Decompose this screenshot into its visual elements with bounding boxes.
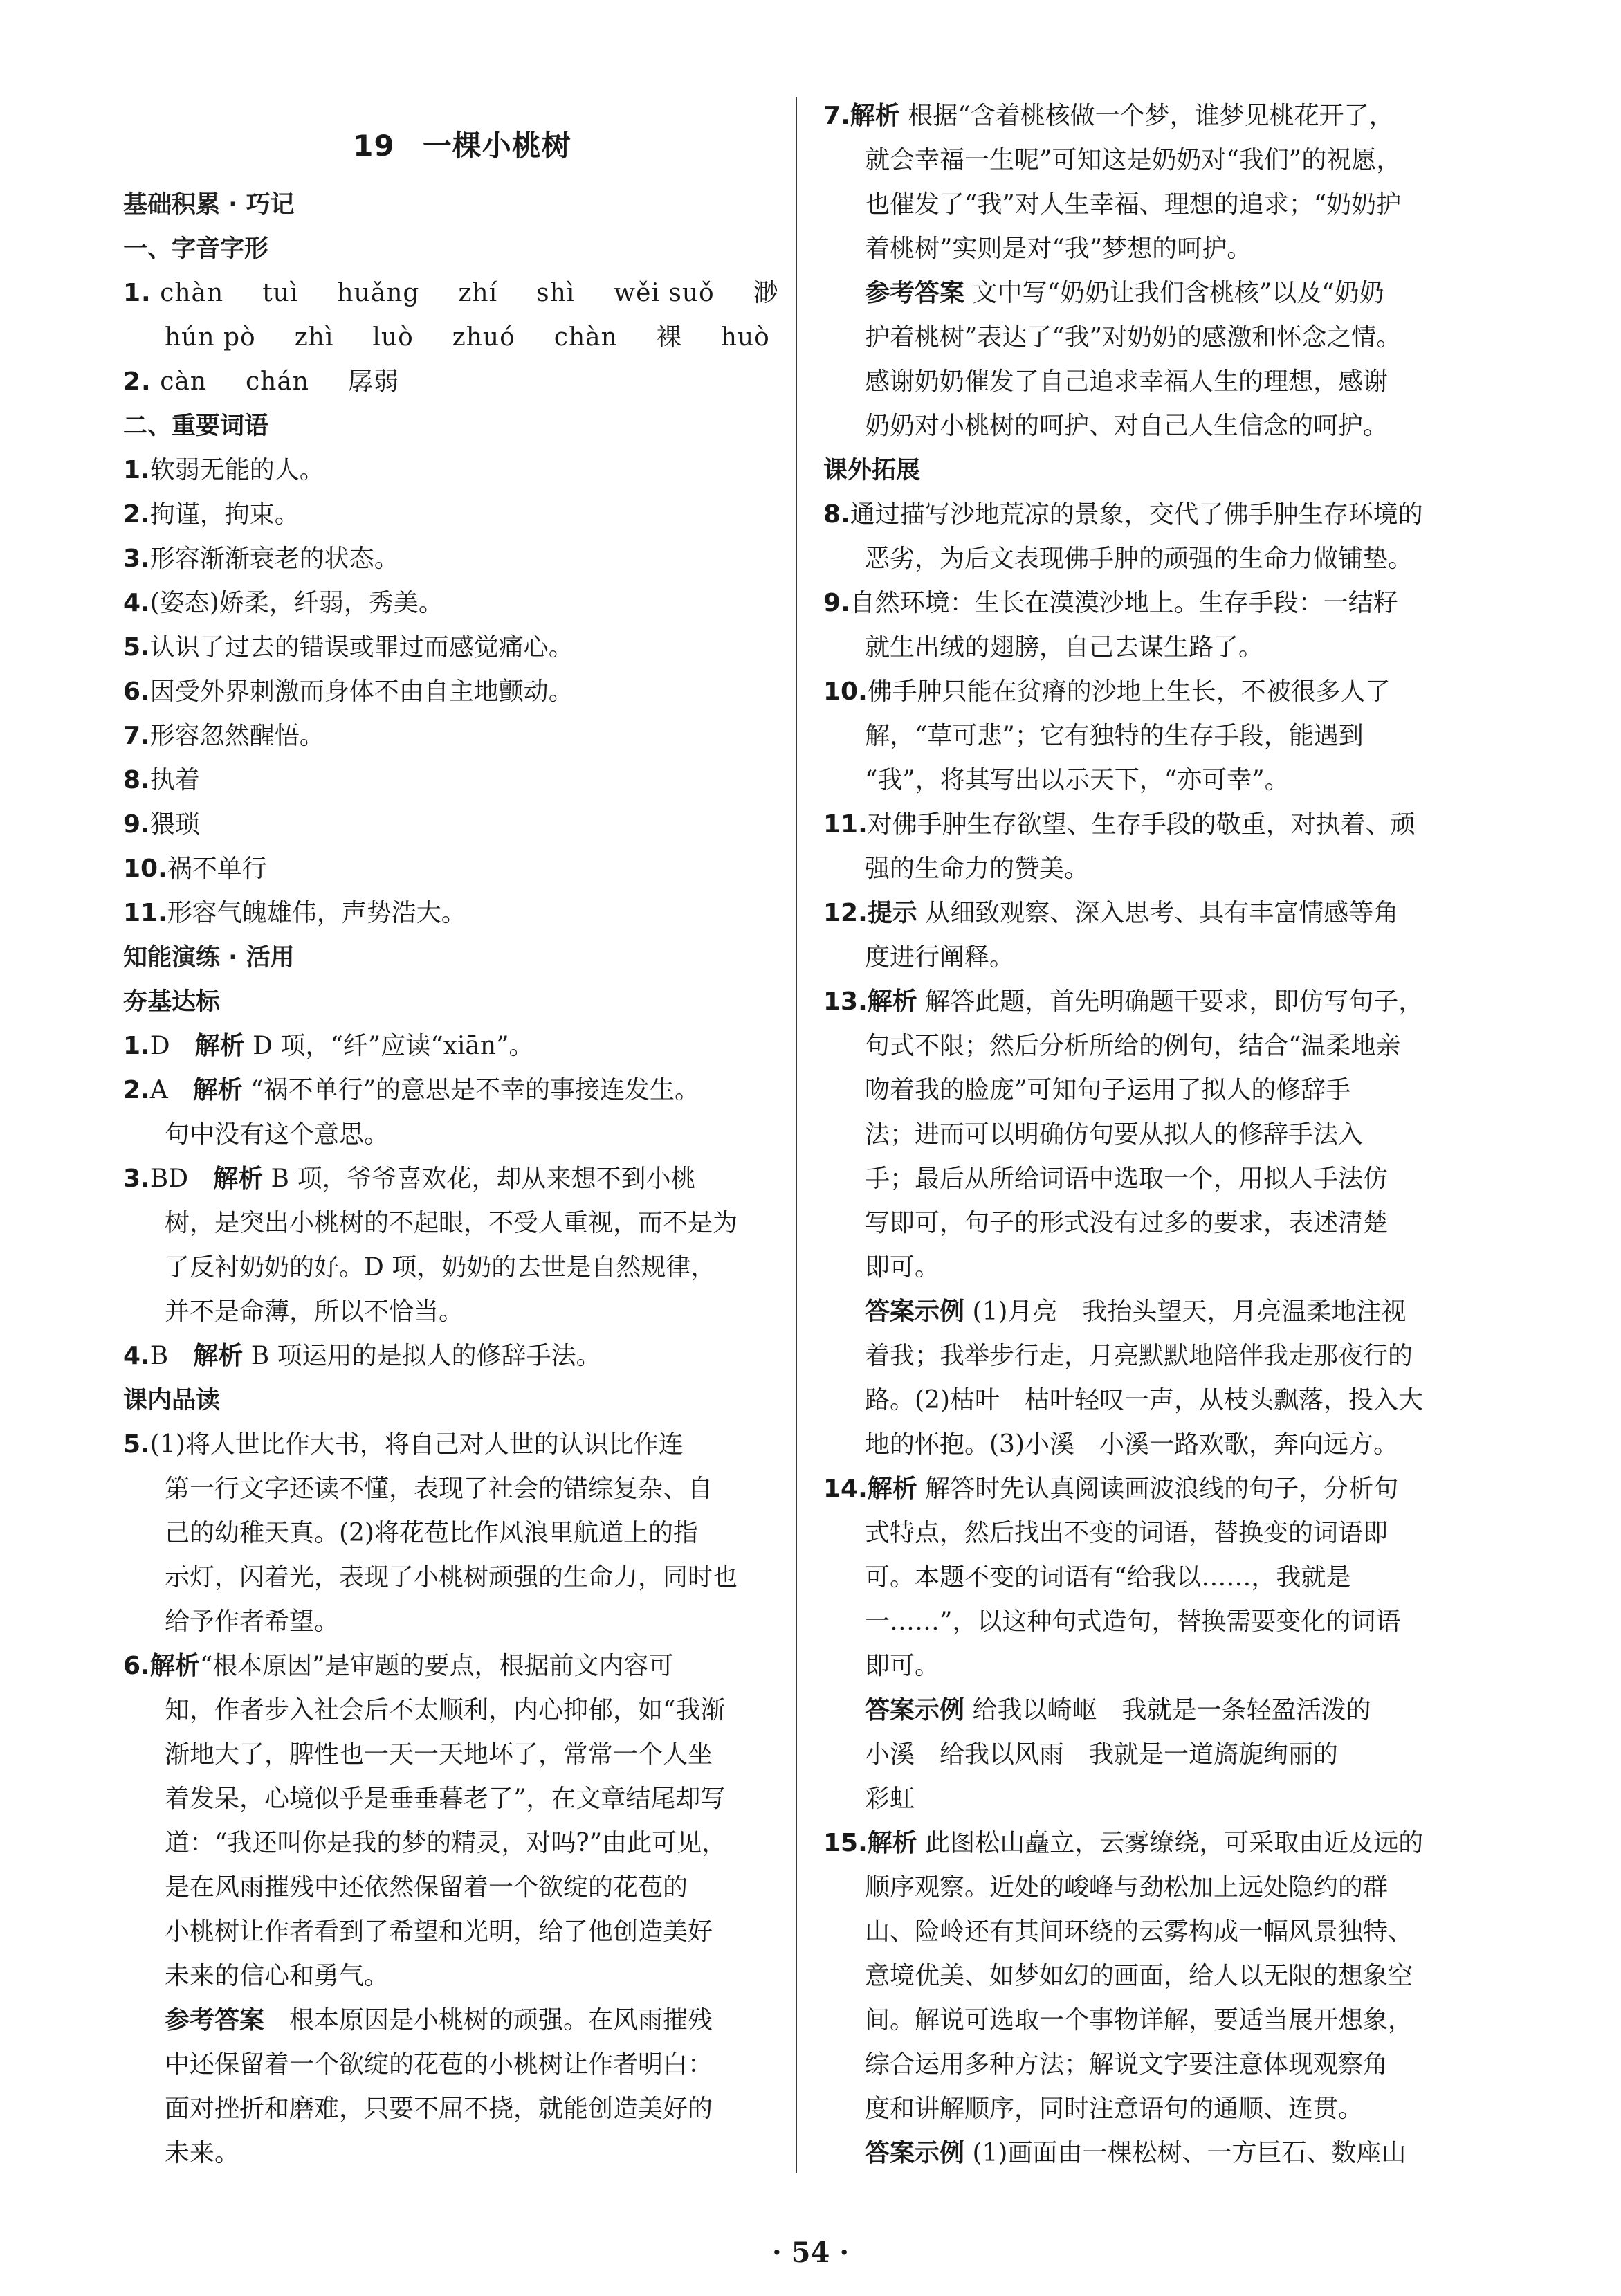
answer-line: 给予作者希望。 bbox=[165, 1607, 340, 1636]
answer-line: 小桃树让作者看到了希望和光明，给了他创造美好 bbox=[165, 1917, 713, 1946]
page-number: · 54 · bbox=[771, 2236, 850, 2269]
answer-item: 12.提示 从细致观察、深入思考、具有丰富情感等角 bbox=[823, 899, 1399, 927]
answer-line: 就会幸福一生呢”可知这是奶奶对“我们”的祝愿， bbox=[865, 146, 1402, 174]
reference-answer: 参考答案 文中写“奶奶让我们含桃核”以及“奶奶 bbox=[865, 279, 1384, 307]
sample-answer: 答案示例 给我以崎岖 我就是一条轻盈活泼的 bbox=[865, 1696, 1371, 1724]
list-item: 3.形容渐渐衰老的状态。 bbox=[123, 545, 399, 573]
pinyin-row: 1. chàn tuì huǎng zhí shì wěi suǒ 渺 bbox=[123, 279, 779, 307]
answer-item: 7.解析 根据“含着桃核做一个梦，谁梦见桃花开了， bbox=[823, 102, 1394, 130]
answer-line: 着桃树”实则是对“我”梦想的呵护。 bbox=[865, 235, 1252, 263]
answer-item: 4.B 解析 B 项运用的是拟人的修辞手法。 bbox=[123, 1342, 601, 1370]
column-divider bbox=[796, 97, 797, 2173]
answer-line: 感谢奶奶催发了自己追求幸福人生的理想，感谢 bbox=[865, 367, 1389, 396]
answer-line: 度进行阐释。 bbox=[865, 943, 1015, 972]
answer-item: 1.D 解析 D 项，“纤”应读“xiān”。 bbox=[123, 1032, 534, 1060]
answer-line: 即可。 bbox=[865, 1652, 940, 1680]
answer-line: 一……”，以这种句式造句，替换需要变化的词语 bbox=[865, 1607, 1401, 1636]
answer-line: 己的幼稚天真。(2)将花苞比作风浪里航道上的指 bbox=[165, 1519, 698, 1547]
answer-line: 句中没有这个意思。 bbox=[165, 1120, 390, 1149]
page-title bbox=[123, 123, 801, 165]
subsection-heading: 二、重要词语 bbox=[123, 412, 269, 440]
answer-item: 9.自然环境：生长在漠漠沙地上。生存手段：一结籽 bbox=[823, 589, 1398, 617]
answer-line: 渐地大了，脾性也一天一天地坏了，常常一个人坐 bbox=[165, 1740, 713, 1769]
answer-item: 8.通过描写沙地荒凉的景象，交代了佛手肿生存环境的 bbox=[823, 500, 1423, 529]
list-item: 11.形容气魄雄伟，声势浩大。 bbox=[123, 899, 466, 927]
answer-line: 路。(2)枯叶 枯叶轻叹一声，从枝头飘落，投入大 bbox=[865, 1386, 1423, 1414]
answer-item: 2.A 解析 “祸不单行”的意思是不幸的事接连发生。 bbox=[123, 1076, 700, 1104]
subsection-heading: 课外拓展 bbox=[823, 457, 921, 484]
answer-item: 3.BD 解析 B 项，爷爷喜欢花，却从来想不到小桃 bbox=[123, 1165, 696, 1193]
sample-answer: 答案示例 (1)月亮 我抬头望天，月亮温柔地注视 bbox=[865, 1297, 1407, 1326]
answer-item: 5.(1)将人世比作大书，将自己对人世的认识比作连 bbox=[123, 1430, 684, 1459]
answer-line: 奶奶对小桃树的呵护、对自己人生信念的呵护。 bbox=[865, 412, 1389, 440]
pinyin-row: hún pò zhì luò zhuó chàn 裸 huò bbox=[165, 323, 770, 352]
answer-line: 可。本题不变的词语有“给我以……，我就是 bbox=[865, 1563, 1351, 1592]
answer-line: 彩虹 bbox=[865, 1785, 915, 1813]
answer-line: 未来的信心和勇气。 bbox=[165, 1962, 390, 1990]
answer-line: 第一行文字还读不懂，表现了社会的错综复杂、自 bbox=[165, 1475, 713, 1503]
answer-line: 护着桃树”表达了“我”对奶奶的感激和怀念之情。 bbox=[865, 323, 1402, 352]
answer-item: 13.解析 解答此题，首先明确题干要求，即仿写句子， bbox=[823, 987, 1424, 1016]
answer-line: 示灯，闪着光，表现了小桃树顽强的生命力，同时也 bbox=[165, 1563, 738, 1592]
answer-line: 顺序观察。近处的峻峰与劲松加上远处隐约的群 bbox=[865, 1873, 1389, 1902]
answer-line: 树，是突出小桃树的不起眼，不受人重视，而不是为 bbox=[165, 1209, 738, 1237]
answer-line: 综合运用多种方法；解说文字要注意体现观察角 bbox=[865, 2050, 1389, 2079]
answer-line: 中还保留着一个欲绽的花苞的小桃树让作者明白： bbox=[165, 2050, 713, 2079]
answer-line: 意境优美、如梦如幻的画面，给人以无限的想象空 bbox=[865, 1962, 1413, 1990]
answer-line: 度和讲解顺序，同时注意语句的通顺、连贯。 bbox=[865, 2095, 1364, 2123]
answer-line: 间。解说可选取一个事物详解，要适当展开想象， bbox=[865, 2006, 1413, 2034]
lesson-title: 一棵小桃树 bbox=[422, 129, 571, 163]
answer-line: 恶劣，为后文表现佛手肿的顽强的生命力做铺垫。 bbox=[865, 545, 1413, 573]
answer-item: 11.对佛手肿生存欲望、生存手段的敬重，对执着、顽 bbox=[823, 810, 1416, 839]
answer-item: 6.解析“根本原因”是审题的要点，根据前文内容可 bbox=[123, 1652, 674, 1680]
answer-line: 法；进而可以明确仿句要从拟人的修辞手法入 bbox=[865, 1120, 1364, 1149]
answer-line: “我”，将其写出以示天下，“亦可幸”。 bbox=[865, 766, 1290, 794]
answer-line: 地的怀抱。(3)小溪 小溪一路欢歌，奔向远方。 bbox=[865, 1430, 1398, 1459]
list-item: 5.认识了过去的错误或罪过而感觉痛心。 bbox=[123, 633, 574, 662]
answer-line: 山、险岭还有其间环绕的云雾构成一幅风景独特、 bbox=[865, 1917, 1413, 1946]
answer-line: 并不是命薄，所以不恰当。 bbox=[165, 1297, 464, 1326]
answer-line: 强的生命力的赞美。 bbox=[865, 855, 1090, 883]
list-item: 9.猥琐 bbox=[123, 810, 200, 839]
answer-line: 是在风雨摧残中还依然保留着一个欲绽的花苞的 bbox=[165, 1873, 688, 1902]
answer-item: 10.佛手肿只能在贫瘠的沙地上生长，不被很多人了 bbox=[823, 677, 1391, 706]
list-item: 4.(姿态)娇柔，纤弱，秀美。 bbox=[123, 589, 443, 617]
subsection-heading: 夯基达标 bbox=[123, 988, 221, 1016]
answer-line: 道：“我还叫你是我的梦的精灵，对吗?”由此可见， bbox=[165, 1829, 727, 1857]
list-item: 2.拘谨，拘束。 bbox=[123, 500, 300, 529]
subsection-heading: 课内品读 bbox=[123, 1387, 221, 1414]
list-item: 10.祸不单行 bbox=[123, 855, 267, 883]
answer-line: 知，作者步入社会后不太顺利，内心抑郁，如“我渐 bbox=[165, 1696, 726, 1724]
list-item: 8.执着 bbox=[123, 766, 200, 794]
lesson-number: 19 bbox=[353, 129, 395, 163]
answer-line: 小溪 给我以风雨 我就是一道旖旎绚丽的 bbox=[865, 1740, 1339, 1769]
answer-line: 未来。 bbox=[165, 2139, 240, 2167]
answer-line: 面对挫折和磨难，只要不屈不挠，就能创造美好的 bbox=[165, 2095, 713, 2123]
answer-line: 即可。 bbox=[865, 1253, 940, 1282]
answer-line: 句式不限；然后分析所给的例句，结合“温柔地亲 bbox=[865, 1032, 1401, 1060]
answer-line: 式特点，然后找出不变的词语，替换变的词语即 bbox=[865, 1519, 1389, 1547]
reference-answer: 参考答案 根本原因是小桃树的顽强。在风雨摧残 bbox=[165, 2006, 713, 2034]
list-item: 6.因受外界刺激而身体不由自主地颤动。 bbox=[123, 677, 574, 706]
answer-line: 手；最后从所给词语中选取一个，用拟人手法仿 bbox=[865, 1165, 1389, 1193]
answer-line: 着我；我举步行走，月亮默默地陪伴我走那夜行的 bbox=[865, 1342, 1413, 1370]
answer-line: 吻着我的脸庞”可知句子运用了拟人的修辞手 bbox=[865, 1076, 1351, 1104]
pinyin-row: 2. càn chán 孱弱 bbox=[123, 367, 400, 396]
section-heading: 知能演练 · 活用 bbox=[123, 944, 295, 972]
list-item: 7.形容忽然醒悟。 bbox=[123, 722, 324, 750]
list-item: 1.软弱无能的人。 bbox=[123, 456, 324, 484]
section-heading: 基础积累 · 巧记 bbox=[123, 191, 295, 219]
answer-line: 写即可，句子的形式没有过多的要求，表述清楚 bbox=[865, 1209, 1389, 1237]
subsection-heading: 一、字音字形 bbox=[123, 235, 269, 263]
answer-line: 也催发了“我”对人生幸福、理想的追求；“奶奶护 bbox=[865, 190, 1402, 219]
answer-line: 了反衬奶奶的好。D 项，奶奶的去世是自然规律， bbox=[165, 1253, 716, 1282]
answer-item: 14.解析 解答时先认真阅读画波浪线的句子，分析句 bbox=[823, 1475, 1399, 1503]
sample-answer: 答案示例 (1)画面由一棵松树、一方巨石、数座山 bbox=[865, 2139, 1407, 2167]
answer-line: 着发呆，心境似乎是垂垂暮老了”，在文章结尾却写 bbox=[165, 1785, 726, 1813]
answer-line: 解，“草可悲”；它有独特的生存手段，能遇到 bbox=[865, 722, 1364, 750]
answer-item: 15.解析 此图松山矗立，云雾缭绕，可采取由近及远的 bbox=[823, 1829, 1424, 1857]
answer-line: 就生出绒的翅膀，自己去谋生路了。 bbox=[865, 633, 1264, 662]
